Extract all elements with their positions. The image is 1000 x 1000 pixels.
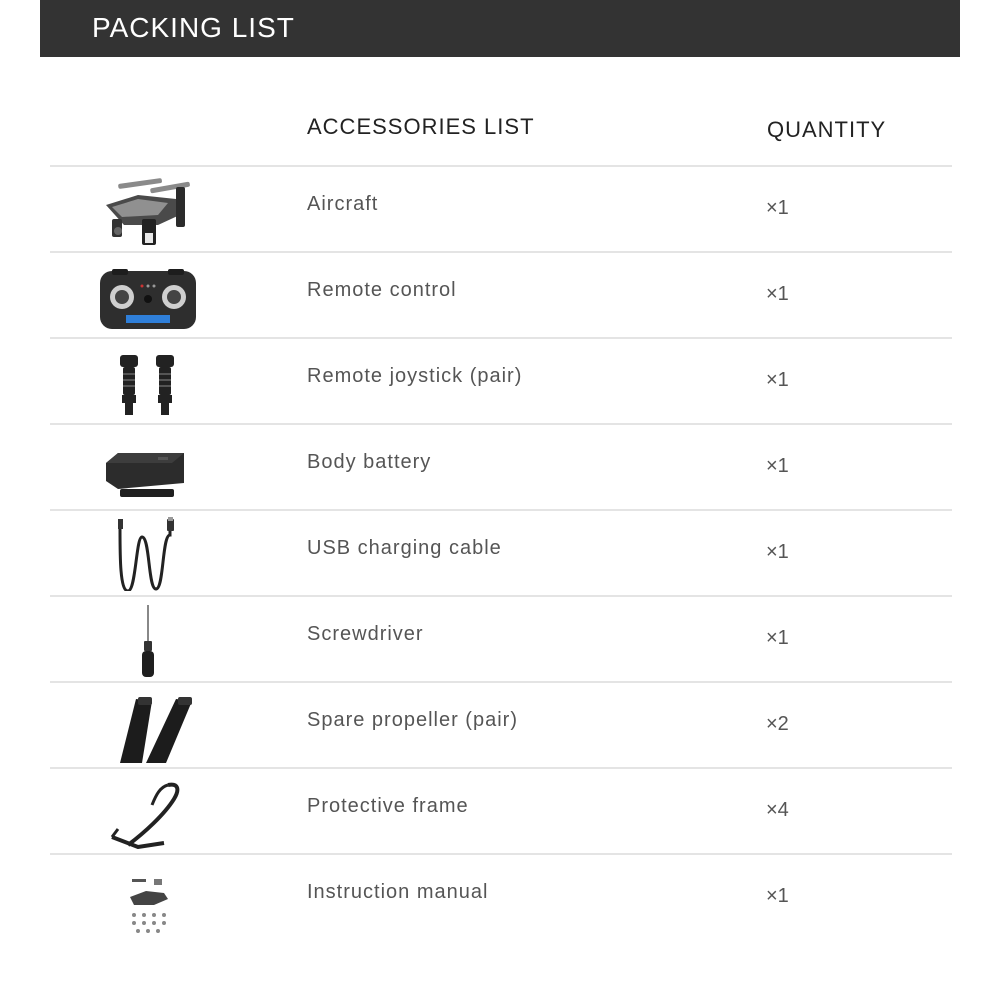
list-item	[50, 167, 952, 251]
item-name: Screwdriver	[307, 623, 424, 645]
list-item	[50, 425, 952, 509]
item-quantity: ×1	[766, 197, 789, 219]
list-item	[50, 597, 952, 681]
list-item	[50, 339, 952, 423]
list-item	[50, 683, 952, 767]
manual-icon	[98, 861, 198, 935]
item-name: Remote control	[307, 279, 457, 301]
item-quantity: ×1	[766, 369, 789, 391]
item-name: Body battery	[307, 451, 432, 473]
item-quantity: ×4	[766, 799, 789, 821]
quantity-column-header: QUANTITY	[767, 117, 887, 142]
page-title: PACKING LIST	[92, 12, 295, 43]
item-name: Aircraft	[307, 193, 379, 215]
usb-cable-icon	[98, 517, 198, 591]
item-name: USB charging cable	[307, 537, 502, 559]
remote-controller-icon	[98, 259, 198, 333]
item-name: Remote joystick (pair)	[307, 365, 523, 387]
protective-frame-icon	[98, 775, 198, 849]
joystick-pair-icon	[98, 345, 198, 419]
list-item	[50, 855, 952, 939]
item-quantity: ×2	[766, 713, 789, 735]
screwdriver-icon	[98, 603, 198, 677]
item-name: Instruction manual	[307, 881, 489, 903]
list-item	[50, 253, 952, 337]
item-quantity: ×1	[766, 885, 789, 907]
item-quantity: ×1	[766, 283, 789, 305]
battery-icon	[98, 431, 198, 505]
item-name: Spare propeller (pair)	[307, 709, 518, 731]
accessories-column-header: ACCESSORIES LIST	[307, 114, 535, 139]
propeller-pair-icon	[98, 689, 198, 763]
drone-icon	[98, 173, 198, 247]
item-quantity: ×1	[766, 541, 789, 563]
item-quantity: ×1	[766, 455, 789, 477]
list-item	[50, 769, 952, 853]
header-bar	[40, 0, 960, 57]
item-name: Protective frame	[307, 795, 469, 817]
list-item	[50, 511, 952, 595]
item-quantity: ×1	[766, 627, 789, 649]
